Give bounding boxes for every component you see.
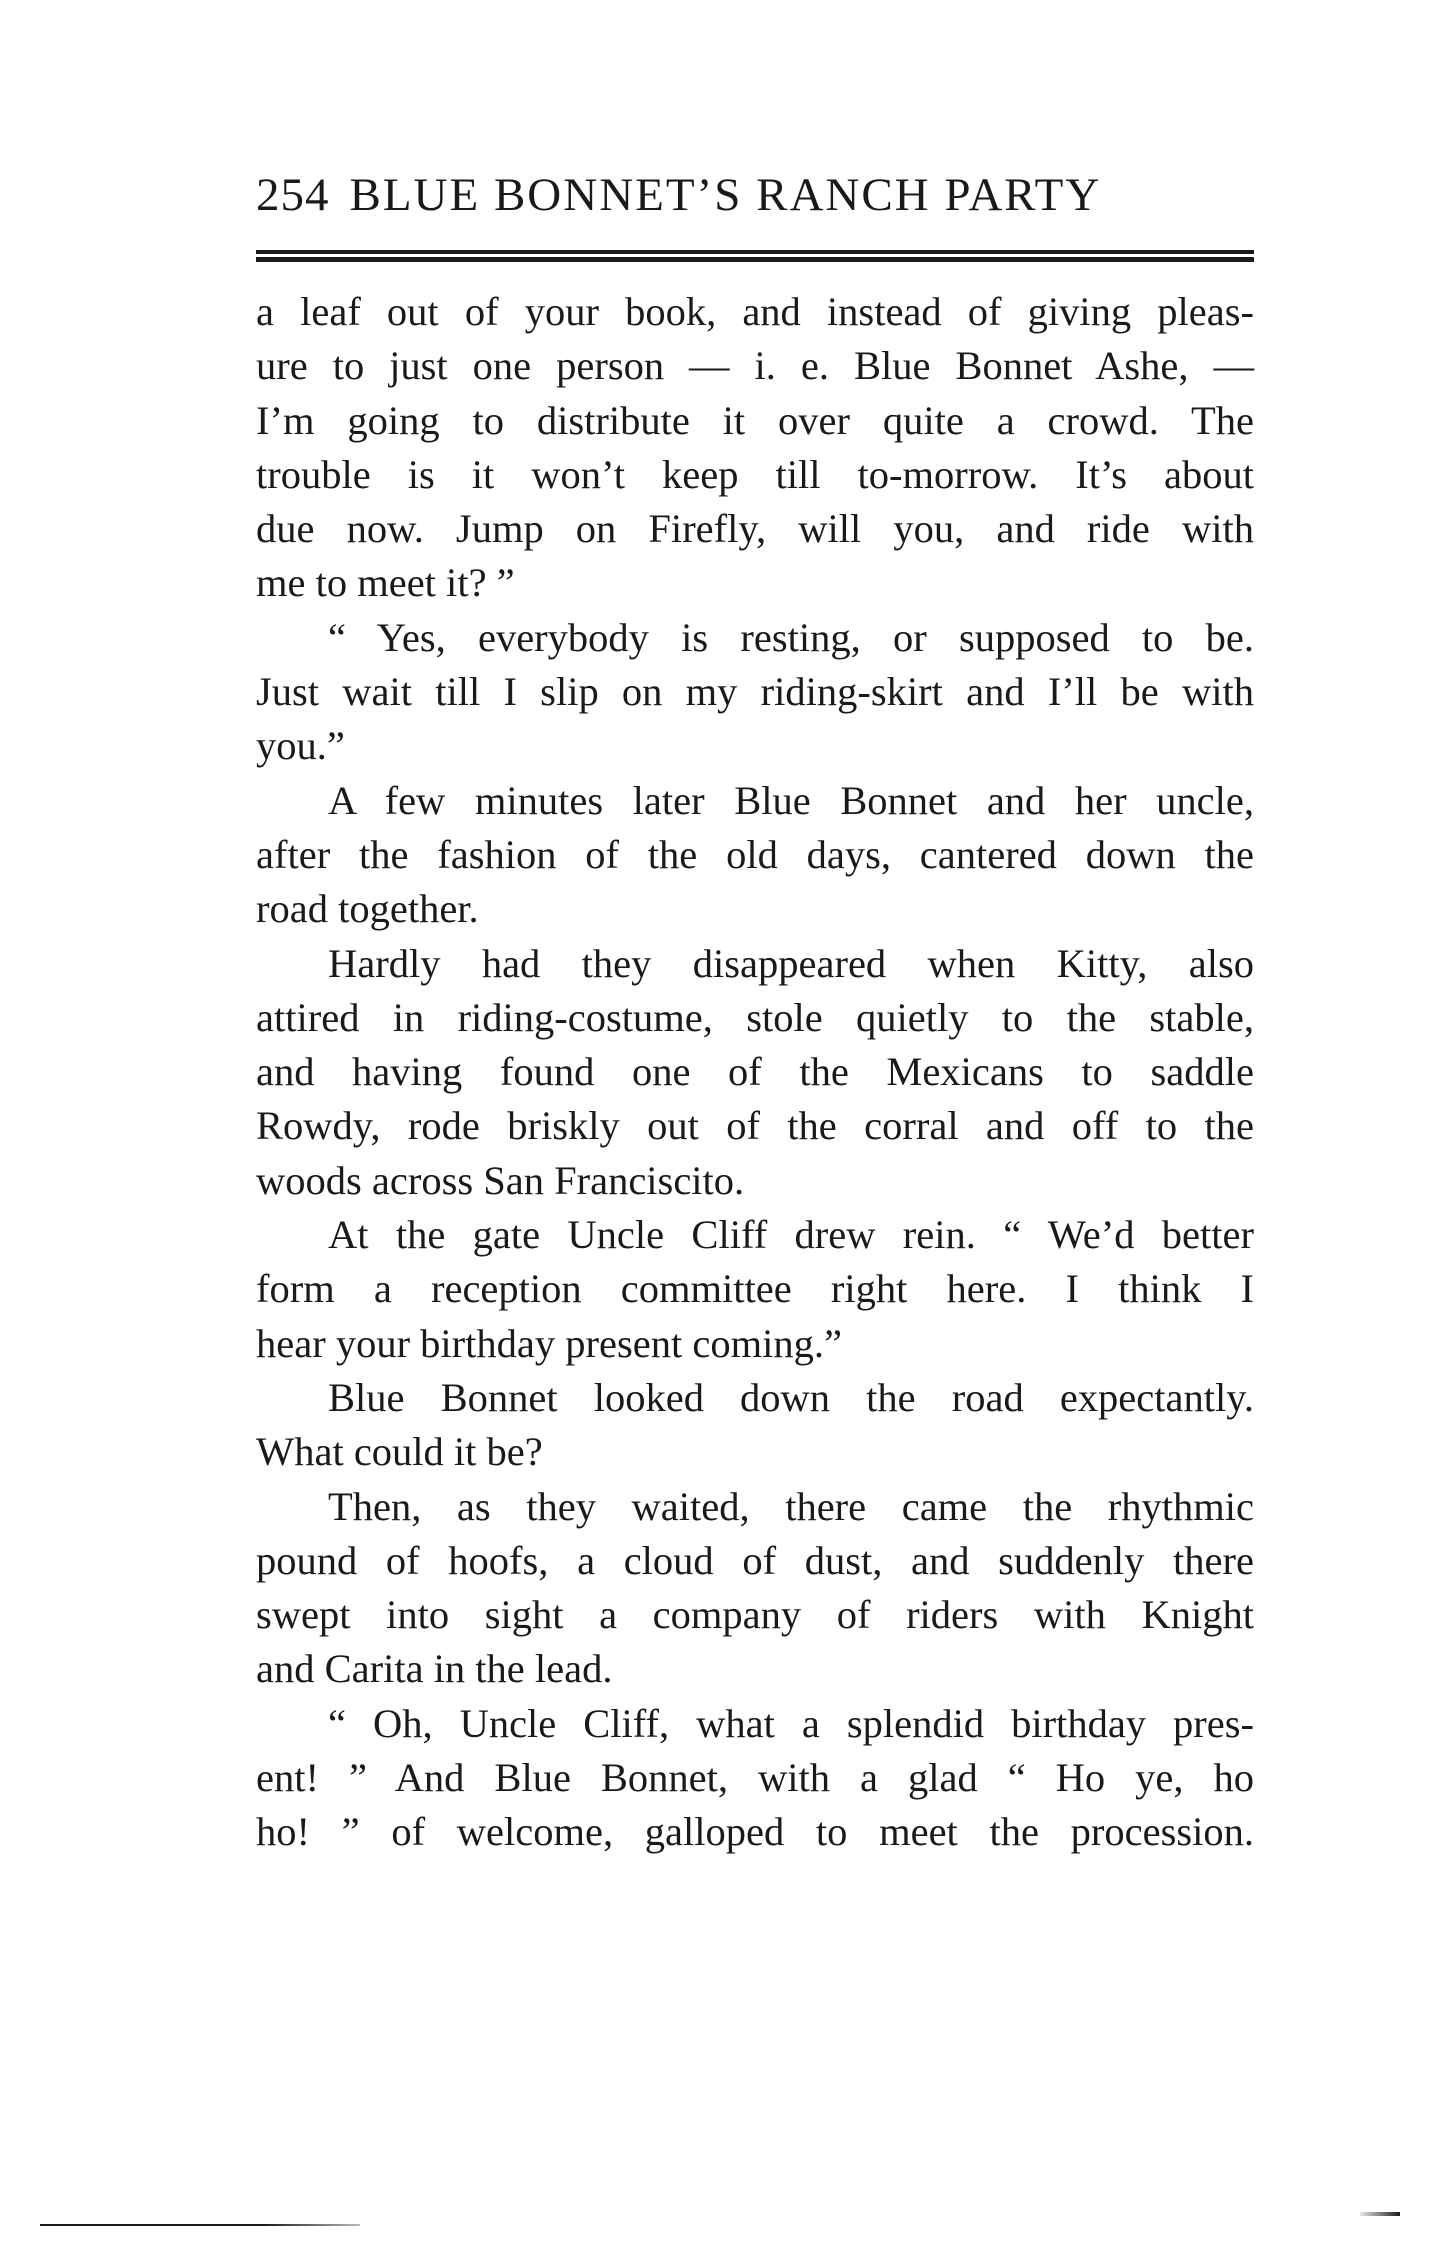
scan-corner-mark [1360, 2212, 1400, 2216]
text-line: you.” [256, 723, 345, 769]
text-line: A few minutes later Blue Bonnet and her uncle, [328, 777, 1254, 823]
text-line: pound of hoofs, a cloud of dust, and suddenly there [256, 1537, 1254, 1583]
text-line: attired in riding-costume, stole quietly to the stable, [256, 994, 1254, 1040]
text-line: Rowdy, rode briskly out of the corral and off to the [256, 1103, 1254, 1149]
text-line: “ Yes, everybody is resting, or supposed to be. [328, 614, 1254, 660]
text-line: ure to just one person — i. e. Blue Bonnet Ashe, — [256, 343, 1254, 389]
header-rule-bottom [256, 257, 1254, 262]
text-line: Hardly had they disappeared when Kitty, also [328, 940, 1254, 986]
text-line: Just wait till I slip on my riding-skirt and I’ll be with [256, 669, 1254, 715]
text-line: form a reception committee right here. I think I [256, 1266, 1254, 1312]
text-line: ho! ” of welcome, galloped to meet the procession. [256, 1809, 1254, 1855]
running-head [256, 168, 1256, 238]
text-line: hear your birthday present coming.” [256, 1320, 842, 1366]
page-number: 254 [256, 169, 330, 221]
text-line: What could it be? [256, 1429, 543, 1475]
text-line: and having found one of the Mexicans to saddle [256, 1049, 1254, 1095]
body-text [256, 285, 1254, 1860]
text-line: Then, as they waited, there came the rhythmic [328, 1483, 1254, 1529]
text-line: “ Oh, Uncle Cliff, what a splendid birthday pres- [328, 1700, 1254, 1746]
text-line: swept into sight a company of riders with Knight [256, 1592, 1254, 1638]
text-line: me to meet it? ” [256, 560, 515, 606]
text-line: due now. Jump on Firefly, will you, and ride with [256, 506, 1254, 552]
text-line: I’m going to distribute it over quite a crowd. The [256, 397, 1254, 443]
text-line: after the fashion of the old days, cantered down the [256, 831, 1254, 877]
text-line: ent! ” And Blue Bonnet, with a glad “ Ho ye, ho [256, 1755, 1254, 1801]
text-line: woods across San Franciscito. [256, 1157, 745, 1203]
header-double-rule [256, 250, 1254, 263]
text-line: road together. [256, 886, 479, 932]
text-line: and Carita in the lead. [256, 1646, 613, 1692]
text-line: a leaf out of your book, and instead of giving pleas- [256, 289, 1254, 334]
text-line: Blue Bonnet looked down the road expectantly. [328, 1374, 1254, 1420]
text-line: trouble is it won’t keep till to-morrow. It’s about [256, 451, 1254, 497]
header-rule-top [256, 250, 1254, 254]
book-title: BLUE BONNET’S RANCH PARTY [349, 169, 1102, 221]
text-line: At the gate Uncle Cliff drew rein. “ We’d better [328, 1212, 1254, 1258]
scan-footer-rule [40, 2224, 360, 2226]
